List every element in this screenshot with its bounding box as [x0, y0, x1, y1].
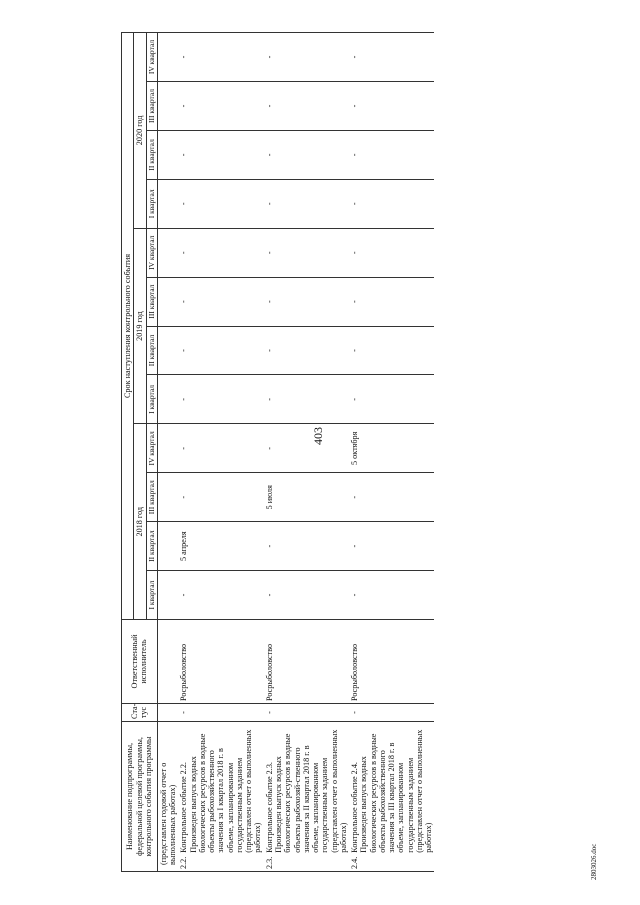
event-text: Контрольное событие 2.4. Произведен выпуск водных биологических ресурсов в водные объекты рыбохозяйственного значения за III квартал 2018 г. в объеме, запланированном государственным заданием (представлен отчет о выполненных работах)	[350, 729, 434, 853]
rotated-page	[121, 32, 587, 872]
term-cell	[157, 33, 178, 82]
event-text: (представлен годовой отчет о выполненных работах)	[158, 762, 178, 865]
term-cell: -	[349, 228, 434, 277]
term-cell: -	[349, 33, 434, 82]
term-cell: -	[178, 130, 263, 179]
term-cell	[157, 82, 178, 131]
term-cell: -	[264, 228, 349, 277]
header-quarter: IV квартал	[146, 33, 157, 82]
table-row	[178, 33, 263, 872]
header-quarter: I квартал	[146, 179, 157, 228]
term-cell: -	[264, 571, 349, 620]
term-cell: -	[178, 473, 263, 522]
header-quarter: III квартал	[146, 277, 157, 326]
event-text: Контрольное событие 2.2. Произведен выпуск водных биологических ресурсов в водные объекты рыбохозяйственного значения за I квартал 2018 г. в объеме, запланированном государственным заданием (представлен отчет о выполненных работах)	[179, 729, 263, 853]
header-quarter: IV квартал	[146, 228, 157, 277]
term-cell: -	[264, 179, 349, 228]
term-cell: -	[349, 326, 434, 375]
term-cell	[157, 473, 178, 522]
term-cell: -	[349, 473, 434, 522]
term-cell: 5 апреля	[178, 522, 263, 571]
events-table	[121, 32, 434, 872]
footer-code: 2803026.doc	[590, 843, 598, 880]
term-cell: -	[264, 375, 349, 424]
table-row	[157, 33, 178, 872]
term-cell: -	[264, 130, 349, 179]
status-cell: -	[264, 704, 349, 722]
event-text: Контрольное событие 2.3. Произведен выпуск водных биологических ресурсов в водные объекты рыбохозяй-ственного значения за II квартал 2018 г. в объеме, запланированном государственным заданием (представлен отчет о выполненных работах)	[264, 729, 348, 853]
term-cell: -	[178, 33, 263, 82]
status-cell: -	[349, 704, 434, 722]
header-quarter: I квартал	[146, 375, 157, 424]
term-cell: -	[349, 375, 434, 424]
header-responsible: Ответственный исполнитель	[122, 620, 158, 704]
event-number: 2.2.	[179, 856, 189, 869]
term-cell: -	[178, 375, 263, 424]
header-quarter: II квартал	[146, 522, 157, 571]
term-cell: -	[349, 522, 434, 571]
term-cell: -	[264, 326, 349, 375]
header-quarter: II квартал	[146, 326, 157, 375]
term-cell: -	[349, 571, 434, 620]
term-cell: -	[264, 82, 349, 131]
table-header	[122, 33, 158, 872]
table-row	[349, 33, 434, 872]
responsible-cell: Росрыболовство	[178, 620, 263, 704]
event-number: 2.3.	[264, 856, 274, 869]
term-cell: -	[349, 277, 434, 326]
responsible-cell: Росрыболовство	[349, 620, 434, 704]
responsible-cell	[157, 620, 178, 704]
term-cell: -	[178, 424, 263, 473]
term-cell	[157, 571, 178, 620]
term-cell: -	[264, 33, 349, 82]
term-cell: 5 июля	[264, 473, 349, 522]
term-cell: -	[178, 326, 263, 375]
header-status: Ста-тус	[122, 704, 158, 722]
header-term: Срок наступления контрольного события	[122, 33, 134, 620]
header-quarter: III квартал	[146, 82, 157, 131]
term-cell: -	[178, 571, 263, 620]
table-body	[157, 33, 434, 872]
status-cell: -	[178, 704, 263, 722]
header-year: 2019 год	[134, 228, 146, 424]
header-quarter: IV квартал	[146, 424, 157, 473]
term-cell	[157, 228, 178, 277]
term-cell	[157, 277, 178, 326]
event-cell	[157, 722, 178, 872]
term-cell	[157, 375, 178, 424]
header-year: 2020 год	[134, 33, 146, 229]
responsible-cell: Росрыболовство	[264, 620, 349, 704]
term-cell: -	[178, 179, 263, 228]
header-year: 2018 год	[134, 424, 146, 620]
term-cell: -	[178, 228, 263, 277]
term-cell: -	[349, 179, 434, 228]
term-cell	[157, 326, 178, 375]
header-name: Наименование подпрограммы, федеральной целевой программы, контрольного события программы	[122, 722, 158, 872]
event-cell	[264, 722, 349, 872]
event-cell	[178, 722, 263, 872]
term-cell	[157, 130, 178, 179]
term-cell	[157, 179, 178, 228]
status-cell	[157, 704, 178, 722]
term-cell: -	[349, 82, 434, 131]
term-cell: 5 октября	[349, 424, 434, 473]
term-cell: -	[264, 277, 349, 326]
term-cell: -	[264, 522, 349, 571]
term-cell: -	[349, 130, 434, 179]
event-cell	[349, 722, 434, 872]
header-quarter: III квартал	[146, 473, 157, 522]
term-cell	[157, 424, 178, 473]
term-cell: -	[264, 424, 349, 473]
header-quarter: I квартал	[146, 571, 157, 620]
table-row	[264, 33, 349, 872]
page-number: 403	[311, 427, 325, 445]
event-number: 2.4.	[350, 856, 360, 869]
term-cell: -	[178, 82, 263, 131]
term-cell	[157, 522, 178, 571]
header-quarter: II квартал	[146, 130, 157, 179]
term-cell: -	[178, 277, 263, 326]
